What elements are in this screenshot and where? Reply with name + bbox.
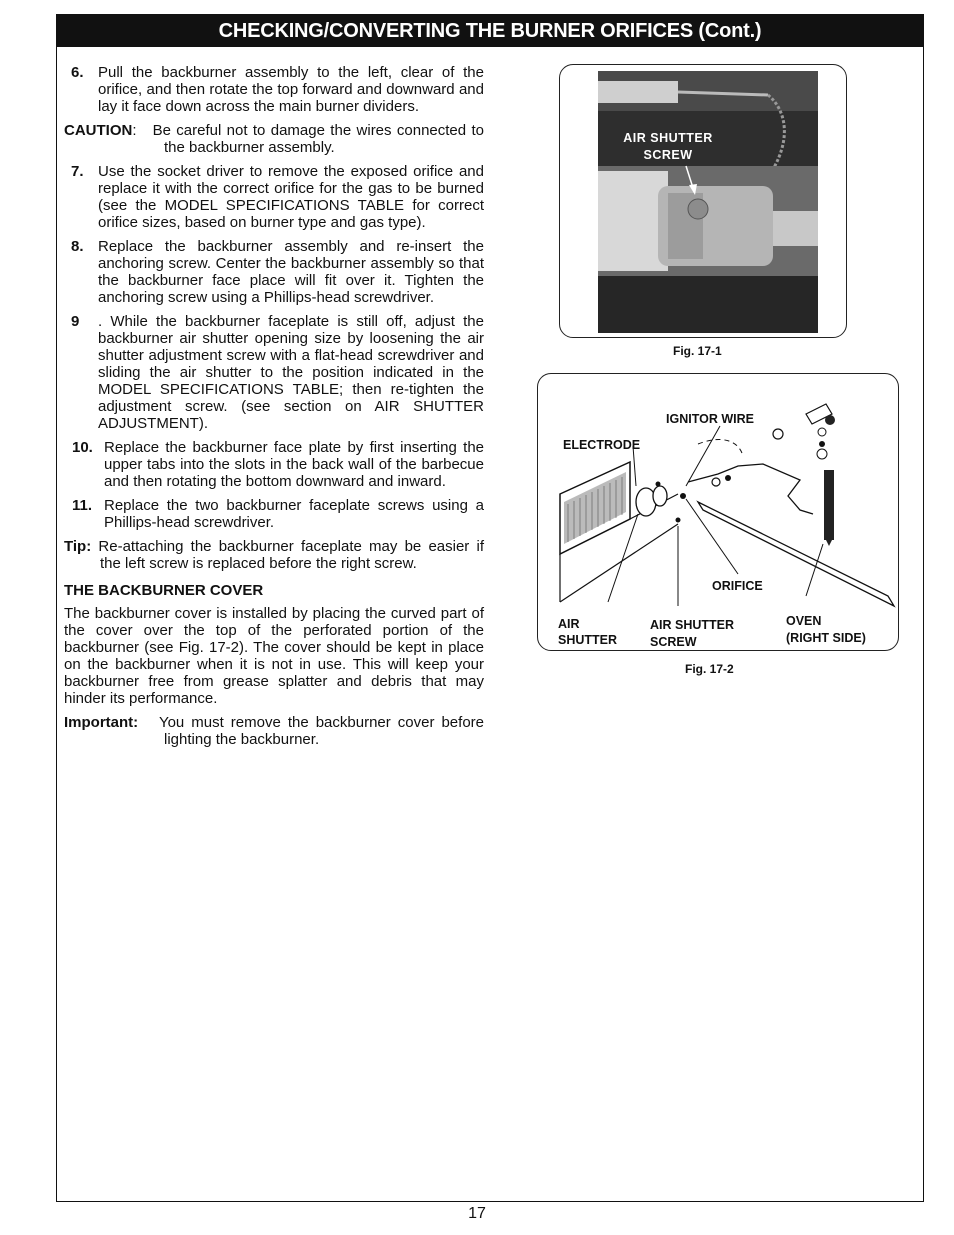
- label-electrode: ELECTRODE: [563, 438, 641, 452]
- step-number: 9: [71, 313, 80, 330]
- tip-note: [64, 538, 484, 572]
- important-label: Important:: [64, 714, 139, 731]
- step-6: [64, 64, 484, 115]
- step-7: [64, 163, 484, 231]
- step-number: 10.: [72, 439, 93, 456]
- important-text: You must remove the backburner cover before lighting the backburner.: [158, 714, 484, 748]
- step-number: 8.: [71, 238, 84, 255]
- tip-label: Tip:: [64, 538, 92, 555]
- step-text: Pull the backburner assembly to the left, clear of the orifice, and then rotate the top forward and downward and lay it face down across the main burner dividers.: [98, 64, 484, 115]
- step-11: [64, 497, 484, 531]
- step-9: [64, 313, 484, 432]
- important-note: [64, 714, 484, 748]
- label-orifice: ORIFICE: [712, 579, 763, 593]
- tip-text: Re-attaching the backburner faceplate may be easier if the left screw is replaced before the right screw.: [98, 538, 484, 572]
- fig-17-1-caption: Fig. 17-1: [673, 344, 722, 358]
- photo-label-line2: SCREW: [643, 148, 693, 162]
- page-title: CHECKING/CONVERTING THE BURNER ORIFICES (Cont.): [57, 15, 923, 47]
- left-column: [64, 64, 484, 755]
- label-air-shutter-2: SHUTTER: [558, 633, 618, 647]
- step-8: [64, 238, 484, 306]
- page-number: 17: [468, 1205, 486, 1222]
- burner-photo: [598, 71, 818, 333]
- step-text: Replace the two backburner faceplate screws using a Phillips-head screwdriver.: [104, 497, 484, 531]
- step-number: 11.: [72, 497, 93, 514]
- step-text: Use the socket driver to remove the exposed orifice and replace it with the correct orifice for the gas to be burned (see the MODEL SPECIFICATIONS TABLE for correct orifice sizes, based on burner type and gas type).: [98, 163, 484, 231]
- step-number: 6.: [71, 64, 84, 81]
- caution-text: Be careful not to damage the wires connected to the backburner assembly.: [152, 122, 484, 156]
- cover-heading: THE BACKBURNER COVER: [64, 582, 264, 599]
- step-10: [64, 439, 484, 490]
- label-oven-2: (RIGHT SIDE): [786, 631, 866, 645]
- label-ignitor-wire: IGNITOR WIRE: [666, 412, 754, 426]
- step-text: Replace the backburner face plate by first inserting the upper tabs into the slots in the back wall of the barbecue and then rotating the bottom downward and inward.: [104, 439, 484, 490]
- cover-paragraph: The backburner cover is installed by placing the curved part of the cover over the top of the perforated portion of the backburner (see Fig. 17-2). The cover should be kept in place on the backburner when it is not in use. This will keep your backburner free from grease splatter and debris that may hinder its performance.: [64, 605, 484, 707]
- fig-17-2-caption: Fig. 17-2: [685, 662, 734, 676]
- caution-label: CAUTION: [64, 122, 133, 139]
- step-number: 7.: [71, 163, 84, 180]
- label-air-shutter-screw-1: AIR SHUTTER: [650, 618, 735, 632]
- label-air-shutter-screw-2: SCREW: [650, 635, 697, 649]
- page-frame: [56, 14, 924, 1202]
- caution-note: [64, 122, 484, 156]
- label-air-shutter-1: AIR: [558, 617, 580, 631]
- step-text: Replace the backburner assembly and re-insert the anchoring screw. Center the backburner assembly so that the backburner face place will fit over it. Tighten the anchoring screw using a Phillips-head screwdriver.: [98, 238, 484, 306]
- figure-17-2: [537, 373, 899, 651]
- figure-17-1: [559, 64, 847, 338]
- arrow-icon: [598, 71, 818, 333]
- step-text: . While the backburner faceplate is still off, adjust the backburner air shutter opening size by loosening the air shutter adjustment screw with a flat-head screwdriver and sliding the air shutter to the position indicated in the MODEL SPECIFICATIONS TABLE; then re-tighten the adjustment screw. (see section on AIR SHUTTER ADJUSTMENT).: [98, 313, 484, 432]
- label-oven-1: OVEN: [786, 614, 822, 628]
- caution-sep: :: [132, 122, 137, 139]
- photo-label-line1: AIR SHUTTER: [623, 131, 713, 145]
